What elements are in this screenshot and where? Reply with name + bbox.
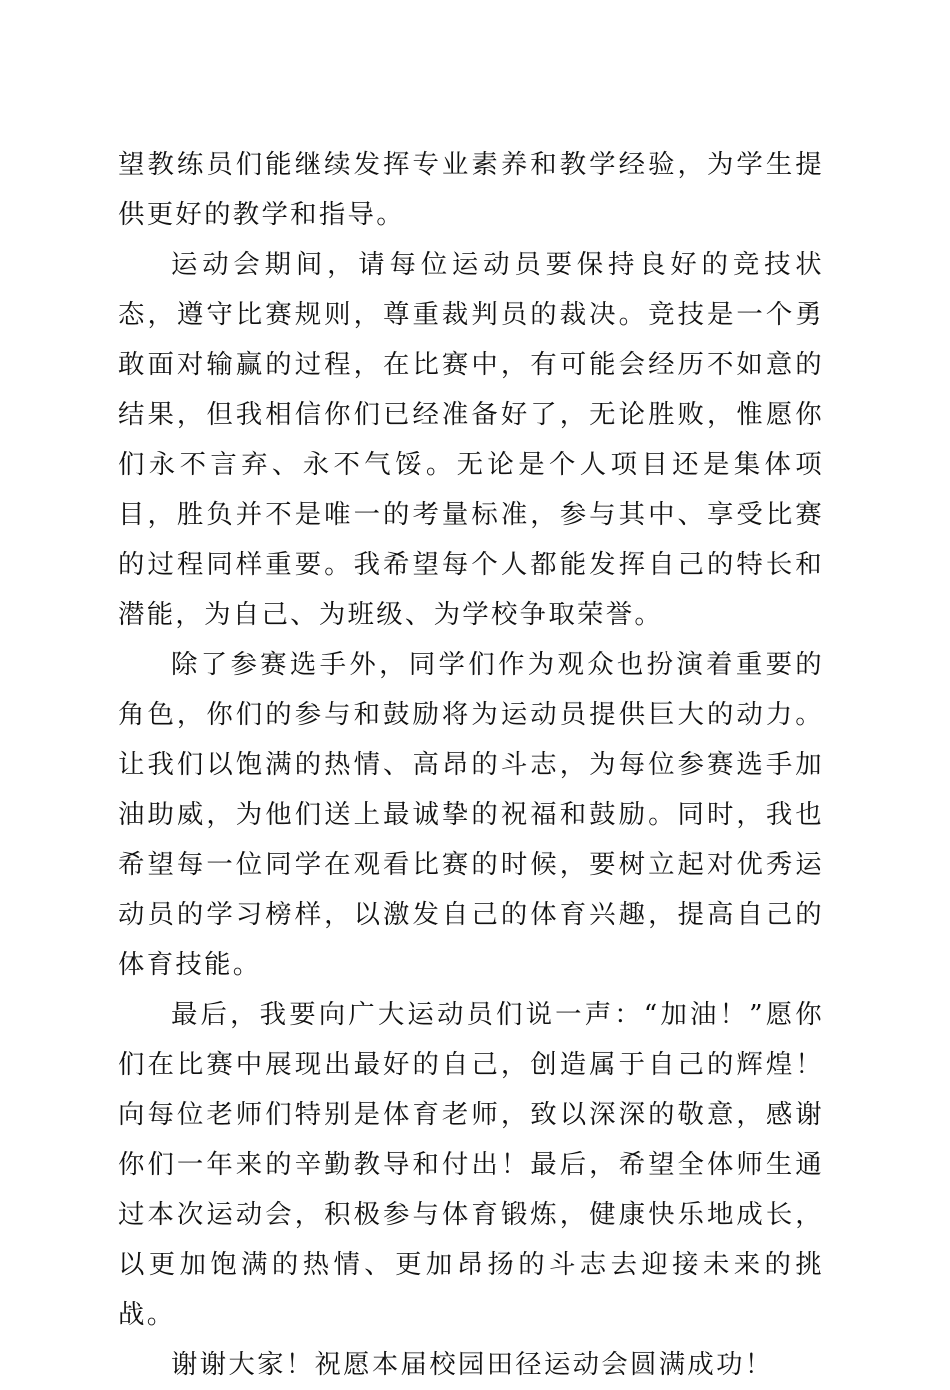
document-body	[118, 140, 824, 1390]
paragraph-athletes: 运动会期间，请每位运动员要保持良好的竞技状态，遵守比赛规则，尊重裁判员的裁决。竞技是一个勇敢面对输赢的过程，在比赛中，有可能会经历不如意的结果，但我相信你们已经准备好了，无论胜败，惟愿你们永不言弃、永不气馁。无论是个人项目还是集体项目，胜负并不是唯一的考量标准，参与其中、享受比赛的过程同样重要。我希望每个人都能发挥自己的特长和潜能，为自己、为班级、为学校争取荣誉。	[118, 249, 824, 630]
paragraph-continuation: 望教练员们能继续发挥专业素养和教学经验，为学生提供更好的教学和指导。	[118, 149, 824, 230]
paragraph-thanks: 谢谢大家！祝愿本届校园田径运动会圆满成功！	[171, 1349, 774, 1380]
paragraph-spectators: 除了参赛选手外，同学们作为观众也扮演着重要的角色，你们的参与和鼓励将为运动员提供巨大的动力。让我们以饱满的热情、高昂的斗志，为每位参赛选手加油助威，为他们送上最诚挚的祝福和鼓励。同时，我也希望每一位同学在观看比赛的时候，要树立起对优秀运动员的学习榜样，以激发自己的体育兴趣，提高自己的体育技能。	[118, 649, 824, 980]
paragraph-closing: 最后，我要向广大运动员们说一声：“加油！”愿你们在比赛中展现出最好的自己，创造属于自己的辉煌！向每位老师们特别是体育老师，致以深深的敬意，感谢你们一年来的辛勤教导和付出！最后，希望全体师生通过本次运动会，积极参与体育锻炼，健康快乐地成长，以更加饱满的热情、更加昂扬的斗志去迎接未来的挑战。	[118, 999, 824, 1330]
